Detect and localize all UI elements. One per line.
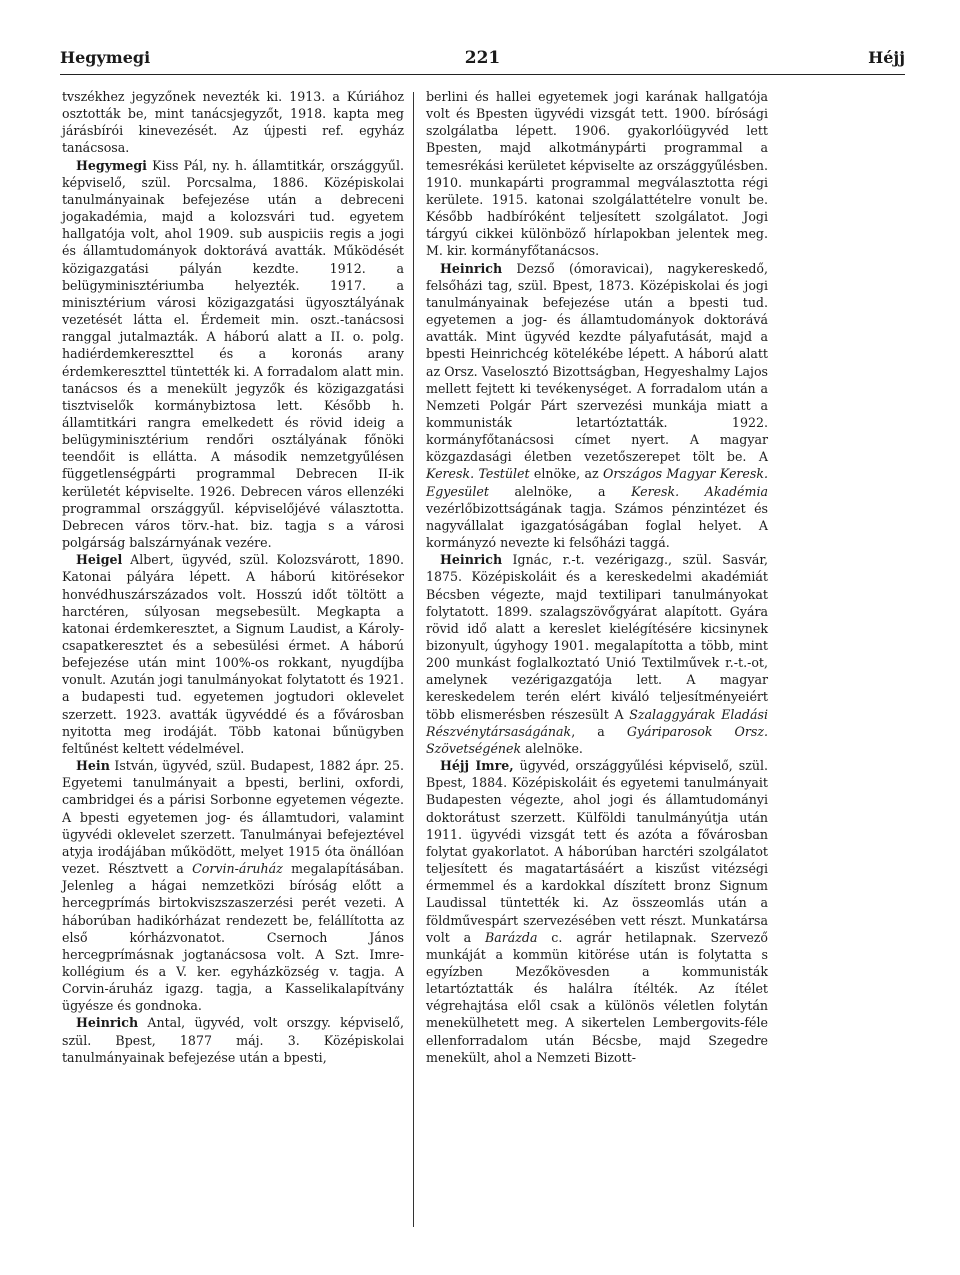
page-number: 221	[464, 48, 501, 68]
entry-name: Heinrich	[440, 552, 503, 568]
header-first-entry: Hegymegi	[60, 48, 151, 67]
left-column	[62, 88, 404, 1066]
running-header	[60, 44, 905, 75]
entry-continuation: tvszékhez jegyzőnek nevezték ki. 1913. a Kúriához osztották be, mint tanácsjegyzőt, 1918. kapta meg járásbírói kinevezését. Az újpesti ref. egyház tanácsosa.	[62, 89, 404, 156]
entry-name: Hein	[76, 758, 110, 774]
entry-hejj-imre: Héjj Imre, ügyvéd, országgyűlési képviselő, szül. Bpest, 1884. Középiskoláit és egyetemi tanulmányait Budapesten végezte, ahol jogi és államtudományi doktorátust szerzett. Külföldi tanulmányútja után 1911. ügyvédi vizsgát tett és azóta a fővárosban folytat gyakorlatot. A háborúban harctéri szolgálatot teljesített és magatartásáért a kiszűst vitézségi érmemmel és a kardokkal díszített bronz Signum Laudissal tüntették ki. Az összeomlás után a földművespárt szervezésében vett részt. Munkatársa volt a Barázda c. agrár hetilapnak. Szervező munkáját a kommün kitörése után is folytatta s egyízben Mezőkövesden a kommunisták letartóztatták és halálra ítélték. Az ítélet végrehajtása elől csak a különös véletlen folytán menekülhetett meg. A sikertelen Lembergovits-féle ellenforradalom után Bécsbe, majd Szegedre menekült, ahol a Nemzeti Bizott-	[426, 758, 768, 1065]
entry-name: Heinrich	[440, 260, 503, 276]
column-divider	[413, 92, 414, 1227]
entry-heinrich-ignac: Heinrich Ignác, r.-t. vezérigazg., szül. Sasvár, 1875. Középiskoláit és a kereskedelmi akadémiát Bécsben végezte, majd textilipari tanulmányokat folytatott. 1899. szalagszövőgyárat alapított. Gyára rövid idő alatt a kereslet kielégítésére kicsinynek bizonyult, úgyhogy 1901. megalapította a több, mint 200 munkást foglalkoztató Unió Textilművek r.-t.-ot, amelynek vezérigazgatója lett. A magyar kereskedelem terén elért kiváló teljesítményeiért több elismerésben részesült A Szalaggyárak Eladási Részvénytársaságának, a Gyáriparosok Orsz. Szövetségének alelnöke.	[426, 552, 768, 756]
entry-name: Heigel	[76, 552, 123, 568]
entry-name: Heinrich	[76, 1015, 139, 1031]
entry-name: Héjj Imre,	[440, 758, 514, 774]
entry-heigel: Heigel Albert, ügyvéd, szül. Kolozsvárott, 1890. Katonai pályára lépett. A háború kitörésekor honvédhuszárszázados volt. Hosszú időt töltött a harctéren, súlyosan megsebesült. Megkapta a katonai érdemkeresztet, a Signum Laudist, a Károly-csapatkeresztet és a sebesülési érmet. A háború befejezése után mint 100%-os rokkant, nyugdíjba vonult. Azután jogi tanulmányokat folytatott és 1921. a budapesti tud. egyetemen jogtudori oklevelet szerzett. 1923. avatták ügyvéddé és a fővárosban nyitotta meg irodáját. Több katonai bűnügyben feltűnést keltett védelmével.	[62, 552, 404, 756]
header-last-entry: Héjj	[868, 48, 905, 67]
right-column	[426, 88, 768, 1066]
entry-heinrich-antal: Heinrich Antal, ügyvéd, volt orszgy. képviselő, szül. Bpest, 1877 máj. 3. Középiskolai tanulmányainak befejezése után a bpesti,	[62, 1015, 404, 1065]
entry-heinrich-dezso: Heinrich Dezső (ómoravicai), nagykereskedő, felsőházi tag, szül. Bpest, 1873. Középiskolai és jogi tanulmányainak befejezése után a bpesti tud. egyetemen a jog- és államtudományok doktorává avatták. Mint ügyvéd kezdte pályafutását, majd a bpesti Heinrichcég kötelékébe lépett. A háború alatt az Orsz. Vaselosztó Bizottságban, Hegyeshalmy Lajos mellett fejtett ki tevékenységet. A forradalom után a Nemzeti Polgár Párt szervezési munkája miatt a kommunisták letartóztatták. 1922. kormányfőtanácsosi címet nyert. A magyar közgazdasági életben vezetőszerepet tölt be. A Keresk. Testület elnöke, az Országos Magyar Keresk. Egyesület alelnöke, a Keresk. Akadémia vezérlőbizottságának tagja. Számos pénzintézet és nagyvállalat igazgatóságában foglal helyet. A kormányzó nevezte ki felsőházi taggá.	[426, 260, 768, 551]
entry-name: Hegymegi	[76, 157, 147, 173]
entry-hein: Hein István, ügyvéd, szül. Budapest, 1882 ápr. 25. Egyetemi tanulmányait a bpesti, berlini, oxfordi, cambridgei és a párisi Sorbonne egyetemen végezte. A bpesti egyetemen jog- és államtudori, valamint ügyvédi oklevelet szerzett. Tanulmányai befejeztével atyja irodájában működött, melyet 1915 óta önállóan vezet. Résztvett a Corvin-áruház megalapításában. Jelenleg a hágai nemzetközi bíróság előtt a hercegprímás birtokviszszaszerzési perét vezeti. A háborúban hadikórházat rendezett be, felállította az első kórházvonatot. Csernoch János hercegprímásnak jogtanácsosa volt. A Szt. Imre-kollégium és a V. ker. egyházközség v. tagja. A Corvin-áruház igazg. tagja, a Kasselikalapítvány ügyésze és gondnoka.	[62, 758, 404, 1014]
entry-hegymegi: Hegymegi Kiss Pál, ny. h. államtitkár, országgyűl. képviselő, szül. Porcsalma, 1886. Középiskolai tanulmányainak befejezése után a debreceni jogakadémia, majd a kolozsvári tud. egyetem hallgatója volt, ahol 1909. sub auspiciis regis a jogi és államtudományok doktorává avatták. Működését közigazgatási pályán kezdte. 1912. a belügyminisztériumba helyezték. 1917. a minisztérium városi közigazgatási ügyosztályának vezetését látta el. Érdemeit min. oszt.-tanácsosi ranggal jutalmazták. A háború alatt a II. o. polg. hadiérdemkereszttel és a koronás arany érdemkereszttel tüntették ki. A forradalom alatt min. tanácsos és a menekült jegyzők és közigazgatási tisztviselők kormánybiztosa lett. Később h. államtitkári rangra emelkedett és rövid ideig a belügyminisztérium rendőri osztályának főnöki teendőit is ellátta. A második nemzetgyűlésen függetlenségpárti programmal Debrecen II-ik kerületét képviselte. 1926. Debrecen város ellenzéki programmal országgyűl. képviselőjévé választotta. Debrecen város törv.-hat. biz. tagja s a városi polgárság balszárnyának vezére.	[62, 157, 404, 551]
entry-continuation: berlini és hallei egyetemek jogi karának hallgatója volt és Bpesten ügyvédi vizsgát tett. 1900. bírósági szolgálatba lépett. 1906. gyakorlóügyvéd lett Bpesten, majd alkotmánypárti programmal a temesrékási kerületet képviselte az országgyűlésben. 1910. munkapárti programmal megválasztotta régi kerülete. 1915. katonai szolgálattételre vonult be. Később hadbíróként teljesített szolgálatot. Jogi tárgyú cikkei különböző hírlapokban jelentek meg. M. kir. kormányfőtanácsos.	[426, 89, 768, 259]
